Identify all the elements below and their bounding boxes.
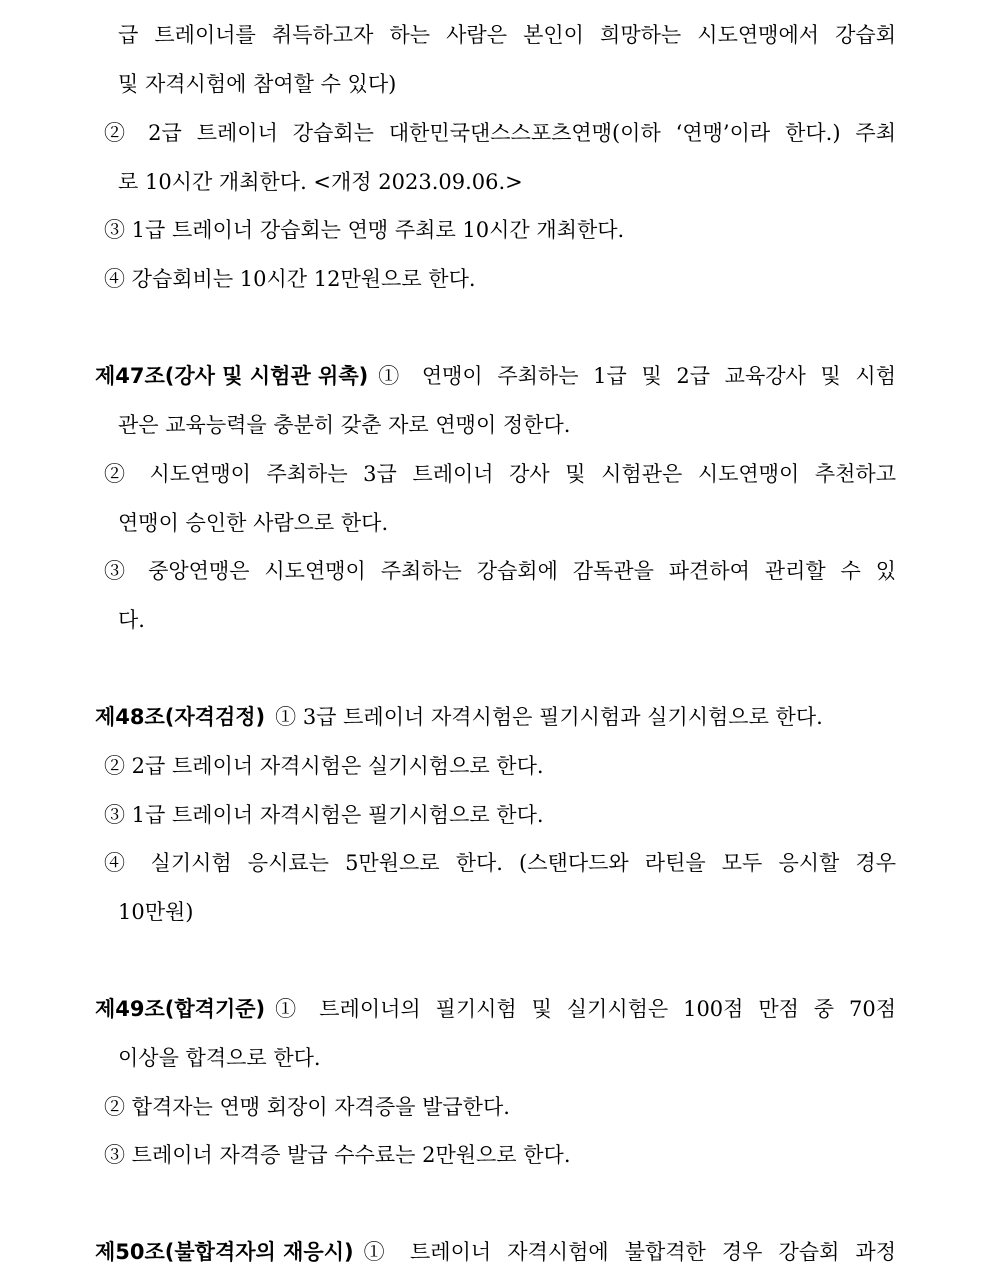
- paragraph-line: 다.: [118, 608, 145, 632]
- article-49-heading: [95, 994, 896, 1024]
- clause-item: ② 합격자는 연맹 회장이 자격증을 발급한다.: [104, 1095, 510, 1119]
- article-47-title: 제47조(강사 및 시험관 위촉): [95, 364, 369, 388]
- clause-item: ② 시도연맹이 주최하는 3급 트레이너 강사 및 시험관은 시도연맹이 추천하고: [104, 462, 896, 486]
- clause-item: ② 2급 트레이너 자격시험은 실기시험으로 한다.: [104, 754, 544, 778]
- clause-item: ③ 트레이너 자격증 발급 수수료는 2만원으로 한다.: [104, 1143, 571, 1167]
- paragraph-line: 로 10시간 개최한다. <개정 2023.09.06.>: [118, 170, 523, 194]
- paragraph-line: 연맹이 승인한 사람으로 한다.: [118, 511, 389, 535]
- clause-item: ① 트레이너의 필기시험 및 실기시험은 100점 만점 중 70점: [275, 997, 896, 1021]
- article-48-title: 제48조(자격검정): [95, 705, 266, 729]
- clause-item: ② 2급 트레이너 강습회는 대한민국댄스스포츠연맹(이하 ‘연맹’이라 한다.) 주최: [104, 121, 896, 145]
- clause-item: ③ 중앙연맹은 시도연맹이 주최하는 강습회에 감독관을 파견하여 관리할 수 있: [104, 559, 896, 583]
- clause-item: ③ 1급 트레이너 강습회는 연맹 주최로 10시간 개최한다.: [104, 218, 625, 242]
- clause-item: ③ 1급 트레이너 자격시험은 필기시험으로 한다.: [104, 803, 544, 827]
- paragraph-line: 및 자격시험에 참여할 수 있다): [118, 72, 397, 96]
- article-48-heading: [95, 702, 823, 732]
- article-50-heading: [95, 1237, 896, 1267]
- paragraph-line: 10만원): [118, 900, 194, 924]
- article-50-title: 제50조(불합격자의 재응시): [95, 1240, 354, 1264]
- clause-item: ① 연맹이 주최하는 1급 및 2급 교육강사 및 시험: [378, 364, 896, 388]
- paragraph-line: 이상을 합격으로 한다.: [118, 1046, 321, 1070]
- clause-item: ① 트레이너 자격시험에 불합격한 경우 강습회 과정: [363, 1240, 896, 1264]
- article-49-title: 제49조(합격기준): [95, 997, 266, 1021]
- clause-item: ④ 실기시험 응시료는 5만원으로 한다. (스탠다드와 라틴을 모두 응시할 경우: [104, 851, 896, 875]
- clause-item: ① 3급 트레이너 자격시험은 필기시험과 실기시험으로 한다.: [275, 705, 823, 729]
- article-47-heading: [95, 361, 896, 391]
- paragraph-line: 관은 교육능력을 충분히 갖춘 자로 연맹이 정한다.: [118, 413, 571, 437]
- clause-item: ④ 강습회비는 10시간 12만원으로 한다.: [104, 267, 476, 291]
- paragraph-line: 급 트레이너를 취득하고자 하는 사람은 본인이 희망하는 시도연맹에서 강습회: [118, 23, 896, 47]
